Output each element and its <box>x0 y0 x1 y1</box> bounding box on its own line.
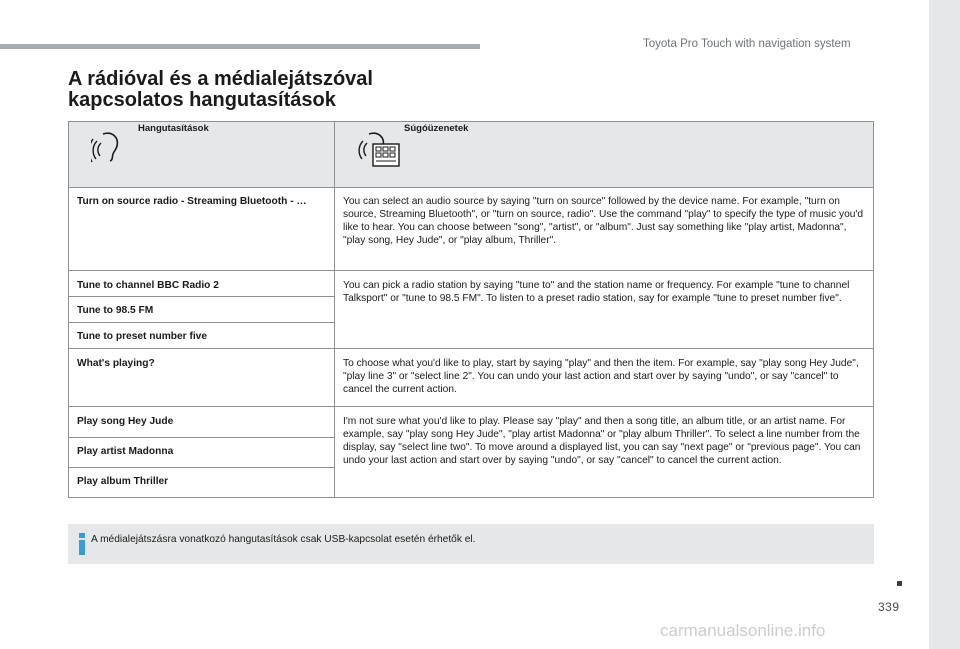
watermark: carmanualsonline.info <box>660 621 826 640</box>
commands-column-label: Hangutasítások <box>138 123 209 134</box>
help-message-cell: You can pick a radio station by saying "tune to" and the station name or frequency. For example "tune to channel Talksport" or "tune to 98.5 FM". To listen to a preset radio station, say for example "tune to preset number five". <box>335 271 874 349</box>
info-icon <box>79 533 85 555</box>
voice-commands-table <box>68 121 874 498</box>
page-edge-strip <box>929 0 960 649</box>
table-header-row <box>69 122 874 188</box>
commands-column-header <box>69 122 335 188</box>
help-message-cell: To choose what you'd like to play, start by saying "play" and then the item. For example, say "play song Hey Jude", "play line 3" or "select line 2". You can undo your last action and start over by saying "undo", or say "cancel" to cancel the current action. <box>335 349 874 407</box>
info-note <box>68 524 874 564</box>
header-rule <box>0 44 480 49</box>
voice-command-icon <box>91 130 121 166</box>
voice-message-screen-icon <box>357 130 401 168</box>
page-title-line-2: kapcsolatos hangutasítások <box>68 89 336 111</box>
table-row <box>69 407 874 438</box>
page-number: 339 <box>878 600 900 614</box>
messages-column-label: Súgóüzenetek <box>404 123 469 134</box>
info-note-text: A médialejátszásra vonatkozó hangutasítások csak USB-kapcsolat esetén érhetők el. <box>91 534 476 545</box>
command-cell: Play artist Madonna <box>69 438 335 468</box>
table-row <box>69 271 874 297</box>
table-row <box>69 188 874 271</box>
help-message-cell: You can select an audio source by saying "turn on source" followed by the device name. For example, "turn on source, Streaming Bluetooth", or "turn on source, radio". Use the command "play" to specify the type of music you'd like to hear. You can choose between "song", "artist", or "album". Just say something like "play artist, Madonna", "play song, Hey Jude", or "play album, Thriller". <box>335 188 874 271</box>
messages-column-header <box>335 122 874 188</box>
command-cell: What's playing? <box>69 349 335 407</box>
command-cell: Tune to channel BBC Radio 2 <box>69 271 335 297</box>
command-cell: Turn on source radio - Streaming Bluetooth - … <box>69 188 335 271</box>
command-cell: Play album Thriller <box>69 468 335 498</box>
page-title-line-1: A rádióval és a médialejátszóval <box>68 68 373 90</box>
manual-header-title: Toyota Pro Touch with navigation system <box>643 38 851 50</box>
table-row <box>69 349 874 407</box>
page-marker <box>897 581 902 586</box>
command-cell: Tune to 98.5 FM <box>69 297 335 323</box>
help-message-cell: I'm not sure what you'd like to play. Please say "play" and then a song title, an album title, or an artist name. For example, say "play song Hey Jude", "play artist Madonna" or "play album Thriller". To select a line number from the display, say "select line two". To move around a displayed list, you can say "next page" or "previous page". You can undo your last action and start over by saying "undo", or say "cancel" to cancel the current action. <box>335 407 874 498</box>
command-cell: Tune to preset number five <box>69 323 335 349</box>
command-cell: Play song Hey Jude <box>69 407 335 438</box>
page-title <box>68 69 373 111</box>
